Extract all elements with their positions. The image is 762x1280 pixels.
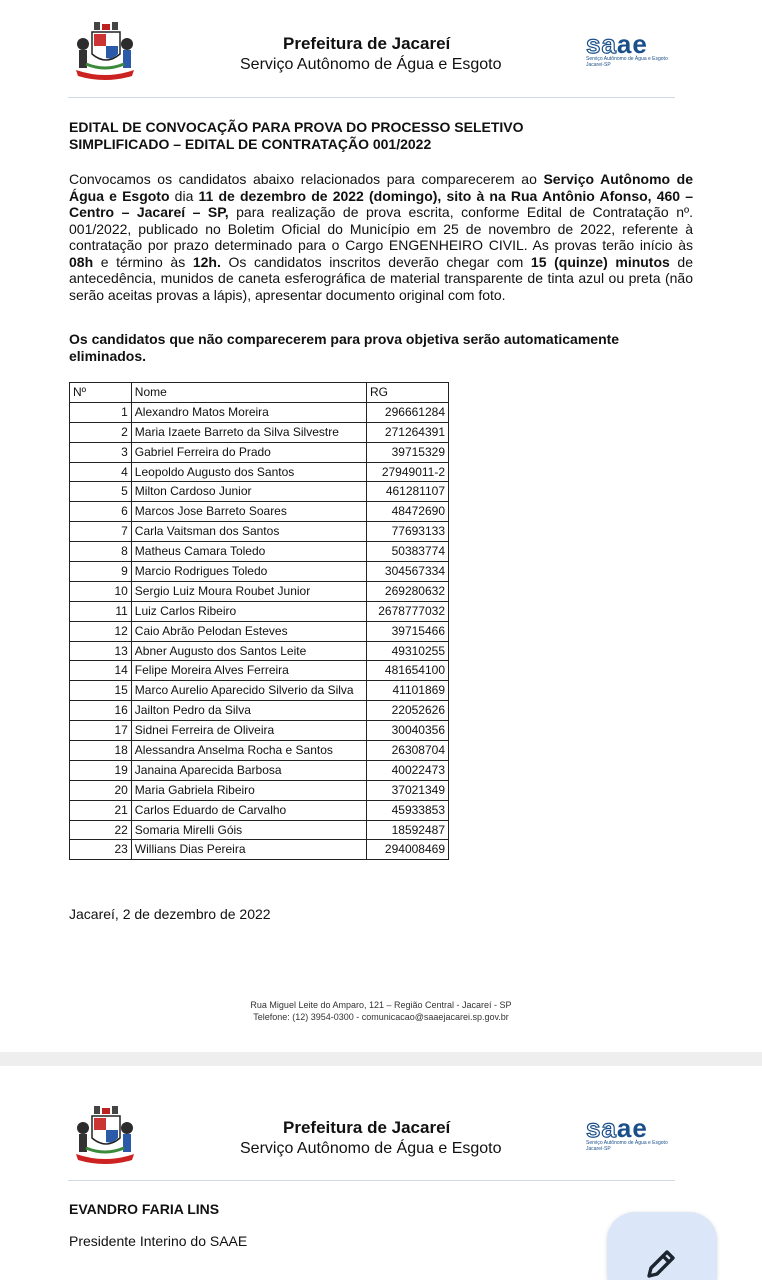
cell-number: 4 [70, 462, 132, 482]
edit-fab-button[interactable] [607, 1212, 717, 1280]
cell-number: 18 [70, 741, 132, 761]
cell-number: 14 [70, 661, 132, 681]
header-divider [68, 1180, 675, 1181]
cell-name: Maria Gabriela Ribeiro [131, 780, 366, 800]
header-title-block [240, 34, 540, 74]
text-run-bold: 08h [69, 253, 94, 270]
table-row [70, 820, 449, 840]
cell-rg: 39715329 [367, 442, 449, 462]
cell-number: 6 [70, 502, 132, 522]
cell-number: 3 [70, 442, 132, 462]
table-row [70, 542, 449, 562]
table-row [70, 502, 449, 522]
table-row [70, 621, 449, 641]
cell-name: Janaina Aparecida Barbosa [131, 760, 366, 780]
cell-name: Matheus Camara Toledo [131, 542, 366, 562]
page-header [0, 0, 762, 100]
cell-name: Leopoldo Augusto dos Santos [131, 462, 366, 482]
text-run-bold: Serviço Autônomo de Água e Esgoto [69, 171, 693, 204]
city-crest-icon [72, 20, 138, 82]
table-row [70, 462, 449, 482]
cell-name: Carlos Eduardo de Carvalho [131, 800, 366, 820]
table-row [70, 522, 449, 542]
table-row [70, 741, 449, 761]
cell-name: Sergio Luiz Moura Roubet Junior [131, 581, 366, 601]
cell-number: 20 [70, 780, 132, 800]
cell-name: Gabriel Ferreira do Prado [131, 442, 366, 462]
cell-number: 13 [70, 641, 132, 661]
table-row [70, 601, 449, 621]
cell-number: 19 [70, 760, 132, 780]
cell-number: 8 [70, 542, 132, 562]
cell-number: 22 [70, 820, 132, 840]
cell-number: 17 [70, 721, 132, 741]
cell-rg: 48472690 [367, 502, 449, 522]
cell-rg: 269280632 [367, 581, 449, 601]
cell-number: 12 [70, 621, 132, 641]
cell-name: Marcos Jose Barreto Soares [131, 502, 366, 522]
cell-rg: 2678777032 [367, 601, 449, 621]
cell-name: Maria Izaete Barreto da Silva Silvestre [131, 422, 366, 442]
header-subtitle: Serviço Autônomo de Água e Esgoto [240, 1140, 502, 1157]
saae-logo [586, 29, 676, 72]
saae-logo-city: Jacareí-SP [586, 1146, 611, 1152]
cell-number: 11 [70, 601, 132, 621]
cell-name: Jailton Pedro da Silva [131, 701, 366, 721]
cell-name: Abner Augusto dos Santos Leite [131, 641, 366, 661]
cell-number: 2 [70, 422, 132, 442]
saae-logo-outline: sa [586, 29, 617, 59]
cell-rg: 461281107 [367, 482, 449, 502]
cell-name: Willians Dias Pereira [131, 840, 366, 860]
cell-rg: 45933853 [367, 800, 449, 820]
table-row [70, 681, 449, 701]
saae-logo-city: Jacareí-SP [586, 62, 611, 68]
text-run-bold: 11 de dezembro de 2022 (domingo), sito à na Rua Antônio Afonso, 460 – Centro – Jacareí – SP, [69, 187, 693, 220]
cell-name: Marcio Rodrigues Toledo [131, 562, 366, 582]
table-row [70, 760, 449, 780]
text-run: e término às [93, 253, 193, 270]
saae-logo-solid: ae [616, 29, 648, 59]
table-header-row [70, 383, 449, 403]
page-footer [200, 999, 562, 1023]
footer-address: Rua Miguel Leite do Amparo, 121 – Região Central - Jacareí - SP [250, 1000, 512, 1010]
table-row [70, 482, 449, 502]
cell-name: Carla Vaitsman dos Santos [131, 522, 366, 542]
saae-logo [586, 1113, 676, 1156]
saae-logo-subtitle: Serviço Autônomo de Água e Esgoto [586, 1140, 668, 1146]
cell-name: Alessandra Anselma Rocha e Santos [131, 741, 366, 761]
text-run: Convocamos os candidatos abaixo relacionados para comparecerem ao [69, 171, 544, 187]
cell-name: Caio Abrão Pelodan Esteves [131, 621, 366, 641]
cell-number: 9 [70, 562, 132, 582]
table-row [70, 442, 449, 462]
cell-number: 5 [70, 482, 132, 502]
cell-rg: 296661284 [367, 402, 449, 422]
cell-name: Luiz Carlos Ribeiro [131, 601, 366, 621]
candidates-table [69, 382, 449, 860]
pencil-icon [643, 1246, 679, 1280]
cell-rg: 18592487 [367, 820, 449, 840]
city-crest-icon [72, 1104, 138, 1166]
header-divider [68, 97, 675, 98]
table-row [70, 780, 449, 800]
table-row [70, 800, 449, 820]
column-header-number: Nº [70, 383, 132, 403]
cell-rg: 304567334 [367, 562, 449, 582]
table-row [70, 641, 449, 661]
cell-number: 15 [70, 681, 132, 701]
cell-rg: 481654100 [367, 661, 449, 681]
cell-name: Sidnei Ferreira de Oliveira [131, 721, 366, 741]
table-row [70, 661, 449, 681]
text-run: para realização de prova escrita, conforme Edital de Contratação nº. 001/2022, publicado no Boletim Oficial do Município em 25 de novembro de 2022, referente à contratação por prazo determinado para o Cargo ENGENHEIRO CIVIL. As provas terão início às [69, 204, 693, 253]
cell-rg: 41101869 [367, 681, 449, 701]
text-run: Os candidatos inscritos deverão chegar com [220, 253, 531, 270]
signatory-name: EVANDRO FARIA LINS [69, 1201, 220, 1217]
table-row [70, 581, 449, 601]
cell-number: 1 [70, 402, 132, 422]
cell-rg: 77693133 [367, 522, 449, 542]
cell-rg: 37021349 [367, 780, 449, 800]
cell-rg: 49310255 [367, 641, 449, 661]
saae-logo-outline: sa [586, 1113, 617, 1143]
edital-title [69, 119, 689, 153]
header-title: Prefeitura de Jacareí [283, 34, 451, 53]
cell-rg: 50383774 [367, 542, 449, 562]
table-row [70, 562, 449, 582]
cell-rg: 39715466 [367, 621, 449, 641]
cell-name: Marco Aurelio Aparecido Silverio da Silva [131, 681, 366, 701]
cell-number: 7 [70, 522, 132, 542]
header-title: Prefeitura de Jacareí [283, 1118, 451, 1137]
signatory-role: Presidente Interino do SAAE [69, 1233, 248, 1249]
table-row [70, 840, 449, 860]
cell-number: 10 [70, 581, 132, 601]
saae-logo-solid: ae [616, 1113, 648, 1143]
cell-name: Alexandro Matos Moreira [131, 402, 366, 422]
footer-contact: Telefone: (12) 3954-0300 - comunicacao@saaejacarei.sp.gov.br [253, 1012, 509, 1022]
edital-title-line2: SIMPLIFICADO – EDITAL DE CONTRATAÇÃO 001/2022 [69, 136, 432, 152]
header-subtitle: Serviço Autônomo de Água e Esgoto [240, 56, 502, 73]
table-row [70, 701, 449, 721]
convocation-paragraph [69, 171, 693, 303]
cell-number: 16 [70, 701, 132, 721]
cell-name: Felipe Moreira Alves Ferreira [131, 661, 366, 681]
page-separator [0, 1052, 762, 1066]
table-row [70, 721, 449, 741]
cell-name: Somaria Mirelli Góis [131, 820, 366, 840]
header-title-block [240, 1118, 540, 1158]
text-run-bold: 15 (quinze) minutos [530, 253, 670, 270]
cell-rg: 26308704 [367, 741, 449, 761]
text-run-bold: 12h. [192, 253, 221, 270]
table-row [70, 422, 449, 442]
cell-name: Milton Cardoso Junior [131, 482, 366, 502]
cell-number: 23 [70, 840, 132, 860]
column-header-rg: RG [367, 383, 449, 403]
elimination-warning: Os candidatos que não comparecerem para prova objetiva serão automaticamente eliminados. [69, 331, 620, 364]
column-header-name: Nome [131, 383, 366, 403]
document-date: Jacareí, 2 de dezembro de 2022 [69, 906, 271, 922]
cell-rg: 294008469 [367, 840, 449, 860]
page-header [0, 1066, 762, 1166]
edital-title-line1: EDITAL DE CONVOCAÇÃO PARA PROVA DO PROCESSO SELETIVO [69, 119, 524, 135]
text-run: dia [169, 187, 199, 204]
cell-rg: 271264391 [367, 422, 449, 442]
cell-rg: 30040356 [367, 721, 449, 741]
table-row [70, 402, 449, 422]
text-run: de antecedência, munidos de caneta esferográfica de material transparente de tinta azul ou preta (não serão aceitas provas a lápis), apresentar documento original com foto. [69, 253, 693, 303]
cell-rg: 27949011-2 [367, 462, 449, 482]
cell-rg: 22052626 [367, 701, 449, 721]
cell-rg: 40022473 [367, 760, 449, 780]
cell-number: 21 [70, 800, 132, 820]
saae-logo-subtitle: Serviço Autônomo de Água e Esgoto [586, 56, 668, 62]
